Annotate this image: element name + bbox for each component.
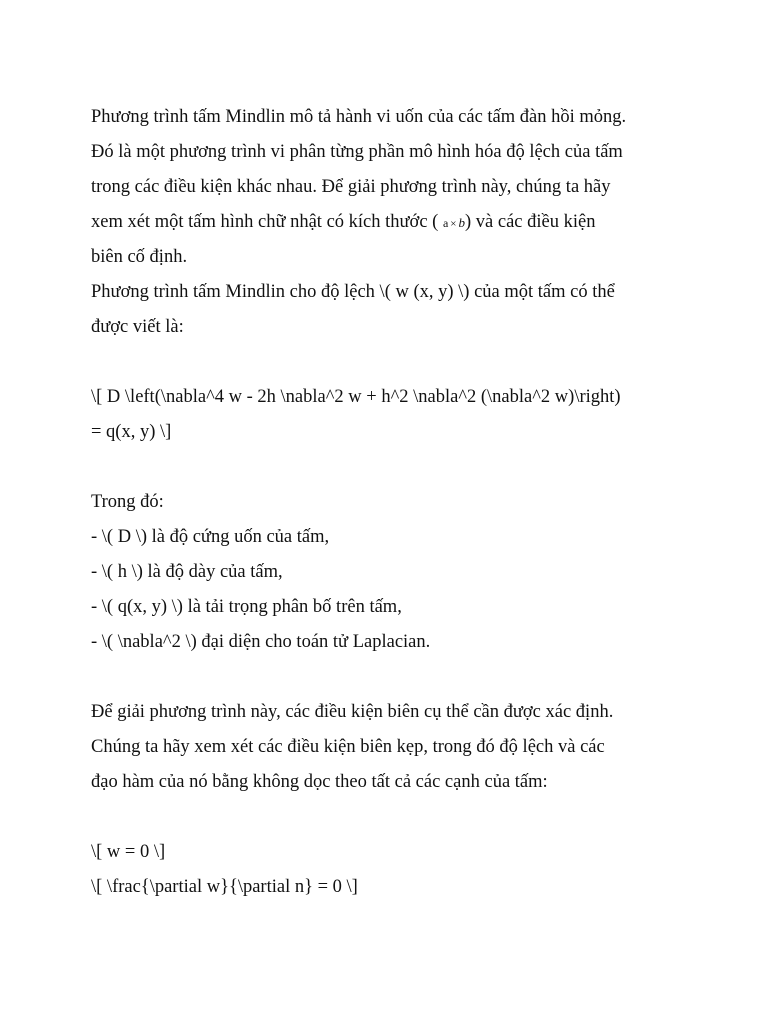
paragraph-line: Phương trình tấm Mindlin mô tả hành vi uốn của các tấm đàn hồi mỏng.: [91, 107, 627, 127]
dimension-b: b: [458, 215, 466, 230]
paragraph-line: Để giải phương trình này, các điều kiện biên cụ thể cần được xác định.: [91, 702, 614, 722]
dimension-a: a: [442, 216, 449, 230]
paragraph-line: Đó là một phương trình vi phân từng phần mô hình hóa độ lệch của tấm: [91, 142, 623, 162]
paragraph-text: xem xét một tấm hình chữ nhật có kích thước (: [91, 212, 443, 232]
definition-item: - \( h \) là độ dày của tấm,: [91, 562, 283, 582]
times-symbol: ×: [450, 218, 457, 230]
paragraph-line: trong các điều kiện khác nhau. Để giải phương trình này, chúng ta hãy: [91, 177, 611, 197]
paragraph-line: Phương trình tấm Mindlin cho độ lệch \( w (x, y) \) của một tấm có thể: [91, 282, 615, 302]
boundary-equation: \[ w = 0 \]: [91, 842, 166, 862]
paragraph-line: Chúng ta hãy xem xét các điều kiện biên kẹp, trong đó độ lệch và các: [91, 737, 605, 757]
where-heading: Trong đó:: [91, 492, 164, 512]
boundary-equation: \[ \frac{\partial w}{\partial n} = 0 \]: [91, 877, 358, 897]
definition-item: - \( D \) là độ cứng uốn của tấm,: [91, 527, 330, 547]
main-equation-line: = q(x, y) \]: [91, 422, 172, 442]
definition-item: - \( \nabla^2 \) đại diện cho toán tử Laplacian.: [91, 632, 431, 652]
definition-item: - \( q(x, y) \) là tải trọng phân bố trên tấm,: [91, 597, 402, 617]
paragraph-line: đạo hàm của nó bằng không dọc theo tất cả các cạnh của tấm:: [91, 772, 548, 792]
main-equation-line: \[ D \left(\nabla^4 w - 2h \nabla^2 w + h^2 \nabla^2 (\nabla^2 w)\right): [91, 387, 621, 407]
paragraph-line: biên cố định.: [91, 247, 188, 267]
paragraph-line-dimensions: [91, 210, 595, 236]
paragraph-text: ) và các điều kiện: [465, 212, 596, 232]
paragraph-line: được viết là:: [91, 317, 184, 337]
